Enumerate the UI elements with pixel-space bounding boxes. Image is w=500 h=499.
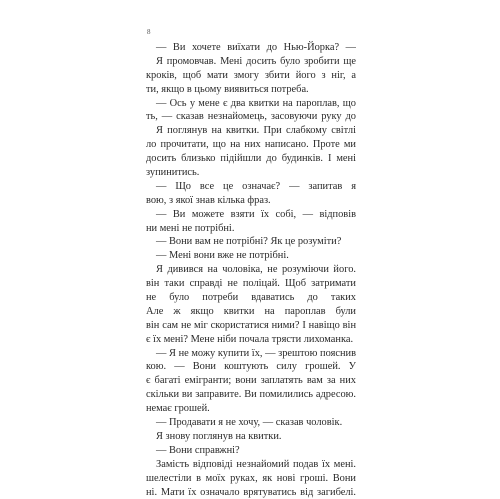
text-line: є багаті емігранти; вони заплатять вам за них [146, 374, 356, 388]
text-line: — Вони справжні? [146, 444, 356, 458]
text-line: Я промовчав. Мені досить було зробити ще [146, 55, 356, 69]
text-line: Я дивився на чоловіка, не розуміючи його. [146, 263, 356, 277]
text-line: Я поглянув на квитки. При слабкому світлі [146, 124, 356, 138]
text-line: — Ось у мене є два квитки на пароплав, що [146, 97, 356, 111]
text-line: — Ви хочете виїхати до Нью-Йорка? — [146, 41, 356, 55]
text-line: ні. Мати їх означало врятуватись від загибелі. [146, 486, 356, 499]
text-line: ни мені не потрібні. [146, 222, 356, 236]
text-line: він сам не міг скористатися ними? І навіщо він [146, 319, 356, 333]
text-line: він таки справді не поліцай. Щоб затримати [146, 277, 356, 291]
page-number: 8 [147, 29, 151, 36]
text-line: — Продавати я не хочу, — сказав чоловік. [146, 416, 356, 430]
text-line: — Що все це означає? — запитав я [146, 180, 356, 194]
text-line: є їх мені? Мене ніби почала трясти лихоманка. [146, 333, 356, 347]
text-line: ти, якщо в цьому виявиться потреба. [146, 83, 356, 97]
text-line: вою, з якої знав кілька фраз. [146, 194, 356, 208]
body-text [146, 41, 356, 499]
text-line: — Вони вам не потрібні? Як це розуміти? [146, 235, 356, 249]
text-line: шелестіли в моїх руках, як нові гроші. Вони [146, 472, 356, 486]
text-line: — Я не можу купити їх, — зрештою пояснив [146, 347, 356, 361]
text-line: Я знову поглянув на квитки. [146, 430, 356, 444]
text-line: не було потреби вдаватись до таких [146, 291, 356, 305]
text-line: Але ж якщо квитки на пароплав були [146, 305, 356, 319]
text-line: — Ви можете взяти їх собі, — відповів [146, 208, 356, 222]
text-line: кроків, щоб мати змогу збити його з ніг, а [146, 69, 356, 83]
text-line: — Мені вони вже не потрібні. [146, 249, 356, 263]
text-line: Замість відповіді незнайомий подав їх мені. [146, 458, 356, 472]
text-line: немає грошей. [146, 402, 356, 416]
text-line: скільки ви заправите. Ви помилились адресою. [146, 388, 356, 402]
text-line: ть, — сказав незнайомець, засовуючи руку до [146, 110, 356, 124]
text-line: ло прочитати, що на них написано. Проте ми [146, 138, 356, 152]
text-line: зупинитись. [146, 166, 356, 180]
text-line: кою. — Вони коштують силу грошей. У [146, 360, 356, 374]
text-line: досить близько підійшли до будинків. І мені [146, 152, 356, 166]
